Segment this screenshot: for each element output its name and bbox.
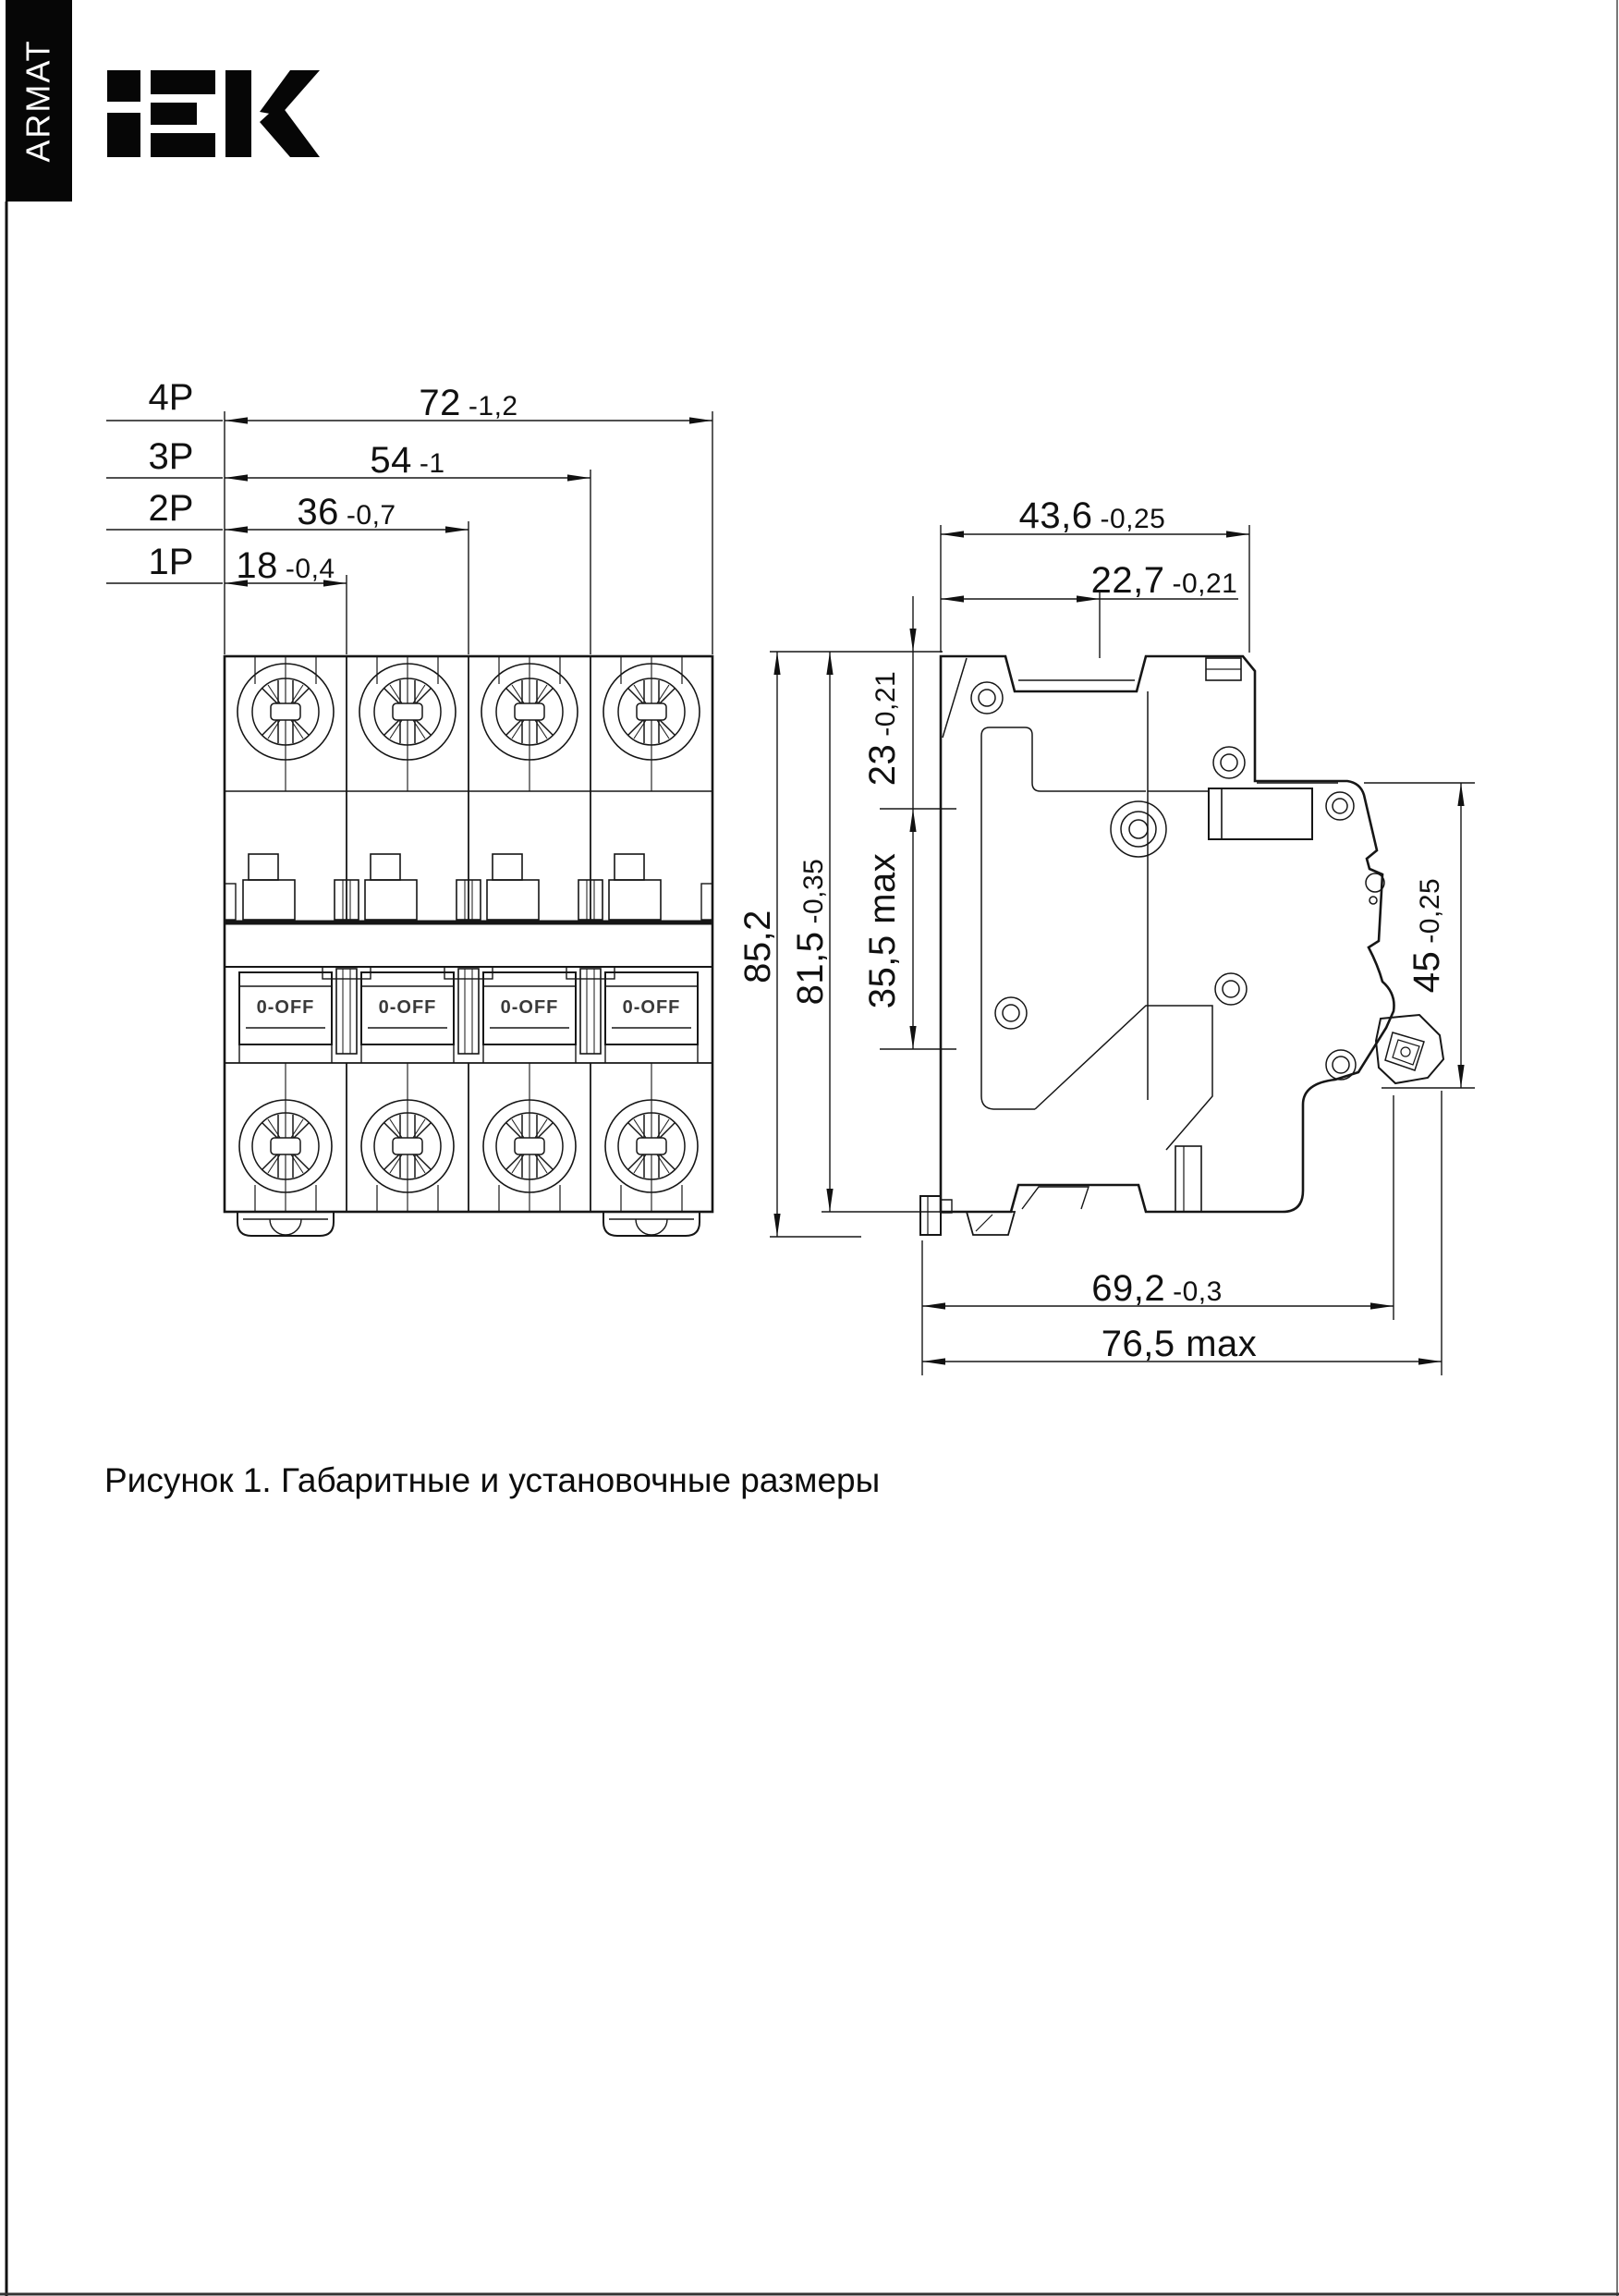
front-din-clip-right — [603, 1212, 700, 1236]
front-view-drawing — [106, 411, 712, 1236]
front-din-clip-left — [237, 1212, 334, 1236]
dim-top-width: 43,6 -0,25 — [1018, 495, 1166, 536]
iek-logo — [107, 70, 320, 157]
figure-caption: Рисунок 1. Габаритные и установочные размеры — [104, 1461, 881, 1499]
dim-bottom-max-depth: 76,5 max — [1101, 1324, 1258, 1364]
toggle-label-2: 0-OFF — [378, 997, 437, 1018]
dim-left-recess: 23-0,21 — [862, 670, 903, 787]
toggle-label-1: 0-OFF — [256, 997, 315, 1018]
pole-label-3p: 3P — [148, 436, 194, 477]
dim-bottom-depth: 69,2 -0,3 — [1091, 1268, 1223, 1309]
pole-label-1p: 1P — [148, 542, 194, 582]
front-view-body — [225, 656, 712, 1236]
armat-label: ARMAT — [19, 39, 58, 163]
dim-width-4p: 72 -1,2 — [419, 383, 518, 423]
side-view-body — [920, 656, 1447, 1235]
dim-left-total-height: 85,2 — [737, 910, 778, 983]
dim-width-1p: 18 -0,4 — [236, 545, 335, 586]
dim-left-handle: 35,5 max — [862, 852, 903, 1009]
dim-top-offset: 22,7 -0,21 — [1090, 560, 1238, 601]
dim-width-2p: 36 -0,7 — [297, 492, 396, 532]
front-crossbar — [225, 922, 712, 979]
dim-width-3p: 54 -1 — [370, 440, 445, 481]
armat-sidebar — [6, 0, 72, 202]
pole-label-2p: 2P — [148, 488, 194, 529]
toggle-label-4: 0-OFF — [622, 997, 681, 1018]
toggle-label-3: 0-OFF — [500, 997, 559, 1018]
pole-label-4p: 4P — [148, 377, 194, 418]
dim-left-body-height: 81,5-0,35 — [790, 858, 831, 1006]
dim-right-din: 45-0,25 — [1406, 877, 1447, 994]
